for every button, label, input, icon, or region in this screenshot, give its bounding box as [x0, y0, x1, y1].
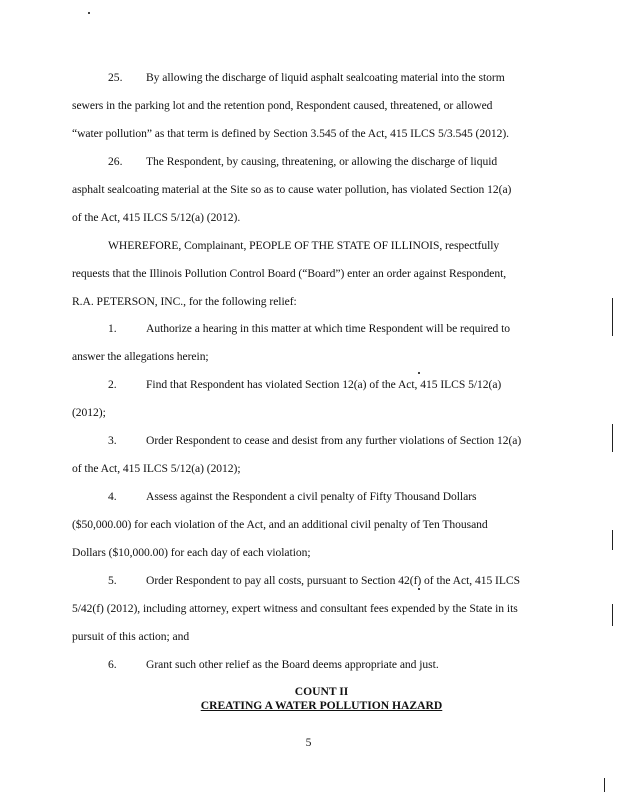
count-title: COUNT II	[294, 685, 349, 698]
paragraph-number: 26.	[108, 155, 123, 168]
wherefore-line: requests that the Illinois Pollution Control Board (“Board”) enter an order against Respondent,	[72, 267, 507, 280]
relief-line: Order Respondent to pay all costs, pursuant to Section 42(f) of the Act, 415 ILCS	[146, 574, 520, 587]
relief-line: Authorize a hearing in this matter at which time Respondent will be required to	[146, 322, 511, 335]
scan-artifact-dot	[418, 588, 420, 590]
paragraph-line: By allowing the discharge of liquid asphalt sealcoating material into the storm	[146, 71, 505, 84]
relief-number: 1.	[108, 322, 117, 335]
paragraph-number: 25.	[108, 71, 123, 84]
wherefore-line: R.A. PETERSON, INC., for the following relief:	[72, 295, 297, 308]
page-number: 5	[305, 736, 312, 749]
relief-line: Order Respondent to cease and desist from any further violations of Section 12(a)	[146, 434, 522, 447]
relief-number: 3.	[108, 434, 117, 447]
relief-line: (2012);	[72, 406, 106, 419]
relief-line: answer the allegations herein;	[72, 350, 209, 363]
relief-line: Assess against the Respondent a civil penalty of Fifty Thousand Dollars	[146, 490, 477, 503]
wherefore-line: WHEREFORE, Complainant, PEOPLE OF THE STATE OF ILLINOIS, respectfully	[108, 239, 500, 252]
relief-line: Dollars ($10,000.00) for each day of each violation;	[72, 546, 311, 559]
relief-line: of the Act, 415 ILCS 5/12(a) (2012);	[72, 462, 241, 475]
relief-number: 2.	[108, 378, 117, 391]
relief-number: 4.	[108, 490, 117, 503]
scan-artifact-dot	[88, 12, 90, 14]
paragraph-line: sewers in the parking lot and the retention pond, Respondent caused, threatened, or allowed	[72, 99, 493, 112]
count-subtitle: CREATING A WATER POLLUTION HAZARD	[200, 699, 443, 712]
scan-artifact-dot	[418, 372, 420, 374]
scan-artifact-mark	[604, 778, 605, 792]
scan-artifact-mark	[612, 604, 613, 626]
scan-artifact-mark	[612, 298, 613, 336]
relief-line: 5/42(f) (2012), including attorney, expert witness and consultant fees expended by the State in its	[72, 602, 518, 615]
relief-line: Find that Respondent has violated Section 12(a) of the Act, 415 ILCS 5/12(a)	[146, 378, 502, 391]
paragraph-line: The Respondent, by causing, threatening, or allowing the discharge of liquid	[146, 155, 498, 168]
relief-line: pursuit of this action; and	[72, 630, 190, 643]
relief-line: Grant such other relief as the Board deems appropriate and just.	[146, 658, 439, 671]
relief-line: ($50,000.00) for each violation of the Act, and an additional civil penalty of Ten Thousand	[72, 518, 488, 531]
paragraph-line: “water pollution” as that term is defined by Section 3.545 of the Act, 415 ILCS 5/3.545 (2012).	[72, 127, 510, 140]
scan-artifact-mark	[612, 424, 613, 452]
relief-number: 6.	[108, 658, 117, 671]
scan-artifact-mark	[612, 530, 613, 550]
paragraph-line: of the Act, 415 ILCS 5/12(a) (2012).	[72, 211, 241, 224]
relief-number: 5.	[108, 574, 117, 587]
paragraph-line: asphalt sealcoating material at the Site so as to cause water pollution, has violated Section 12(a)	[72, 183, 512, 196]
